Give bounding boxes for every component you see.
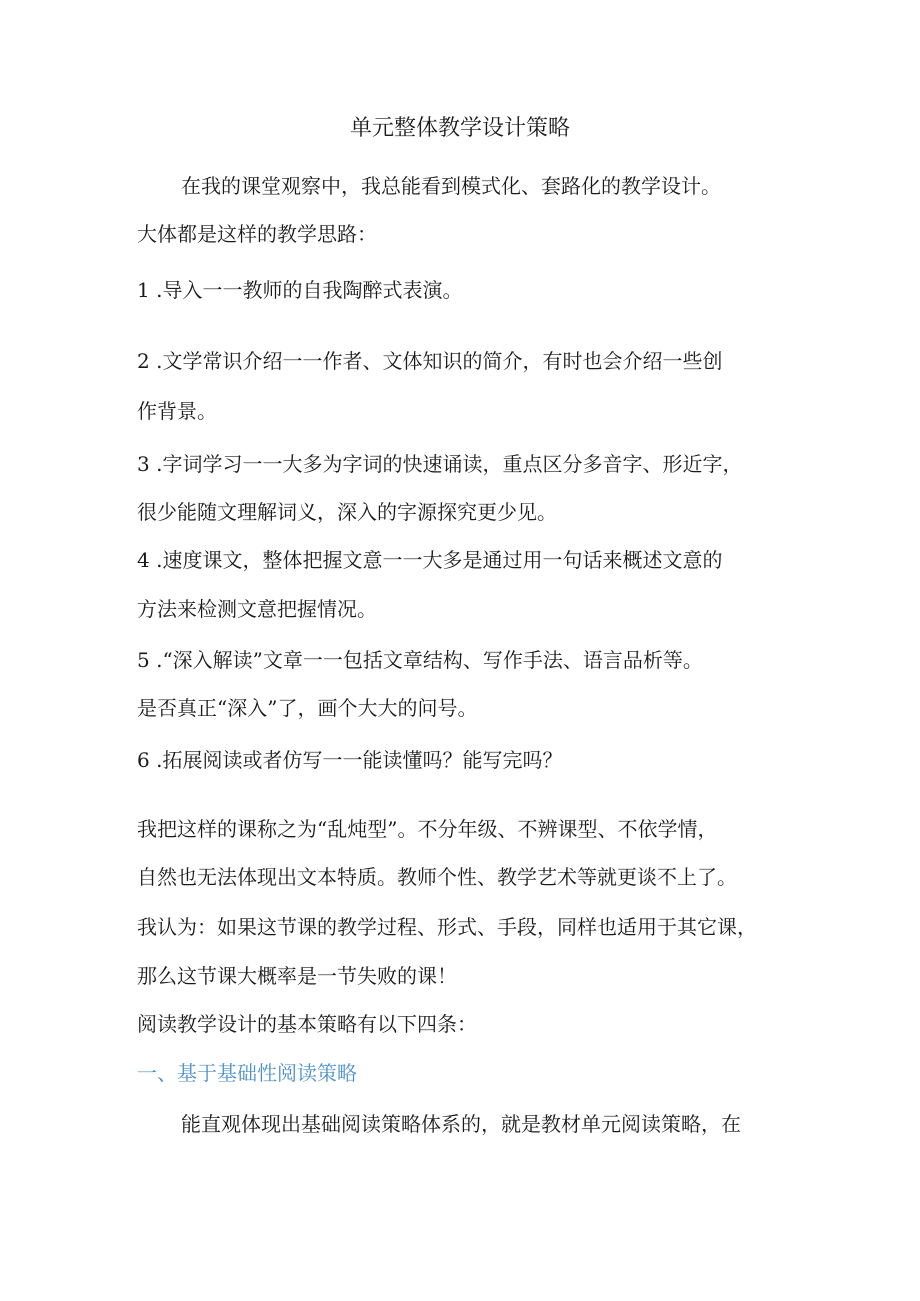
paragraph-strategies: 阅读教学设计的基本策略有以下四条： [137,1012,477,1036]
list-item-5-cont: 是否真正“深入”了，画个大大的问号。 [137,696,478,720]
document-title: 单元整体教学设计策略 [349,116,570,141]
paragraph-stew-cont-3: 那么这节课大概率是一节失败的课！ [137,964,457,988]
list-item-6: 6 .拓展阅读或者仿写一一能读懂吗？能写完吗？ [137,748,563,772]
paragraph-basic-strategy: 能直观体现出基础阅读策略体系的，就是教材单元阅读策略，在 [181,1112,741,1136]
section-heading: 一、基于基础性阅读策略 [137,1061,357,1085]
paragraph-stew-cont-2: 我认为：如果这节课的教学过程、形式、手段，同样也适用于其它课， [137,915,757,939]
paragraph-stew-cont-1: 自然也无法体现出文本特质。教师个性、教学艺术等就更谈不上了。 [137,865,737,889]
list-item-2: 2 .文学常识介绍一一作者、文体知识的简介，有时也会介绍一些创 [137,349,723,373]
paragraph-stew: 我把这样的课称之为“乱炖型”。不分年级、不辨课型、不依学情， [137,817,718,841]
list-item-1: 1 .导入一一教师的自我陶醉式表演。 [137,278,463,302]
list-item-3-cont: 很少能随文理解词义，深入的字源探究更少见。 [137,500,557,524]
list-item-4-cont: 方法来检测文意把握情况。 [137,597,377,621]
list-item-2-cont: 作背景。 [137,399,217,423]
paragraph-intro: 在我的课堂观察中，我总能看到模式化、套路化的教学设计。 [181,174,721,198]
paragraph-approach: 大体都是这样的教学思路： [137,222,377,246]
list-item-4: 4 .速度课文，整体把握文意一一大多是通过用一句话来概述文意的 [137,548,723,572]
list-item-3: 3 .字词学习一一大多为字词的快速诵读，重点区分多音字、形近字， [137,452,743,476]
list-item-5: 5 .“深入解读”文章一一包括文章结构、写作手法、语言品析等。 [137,648,703,672]
